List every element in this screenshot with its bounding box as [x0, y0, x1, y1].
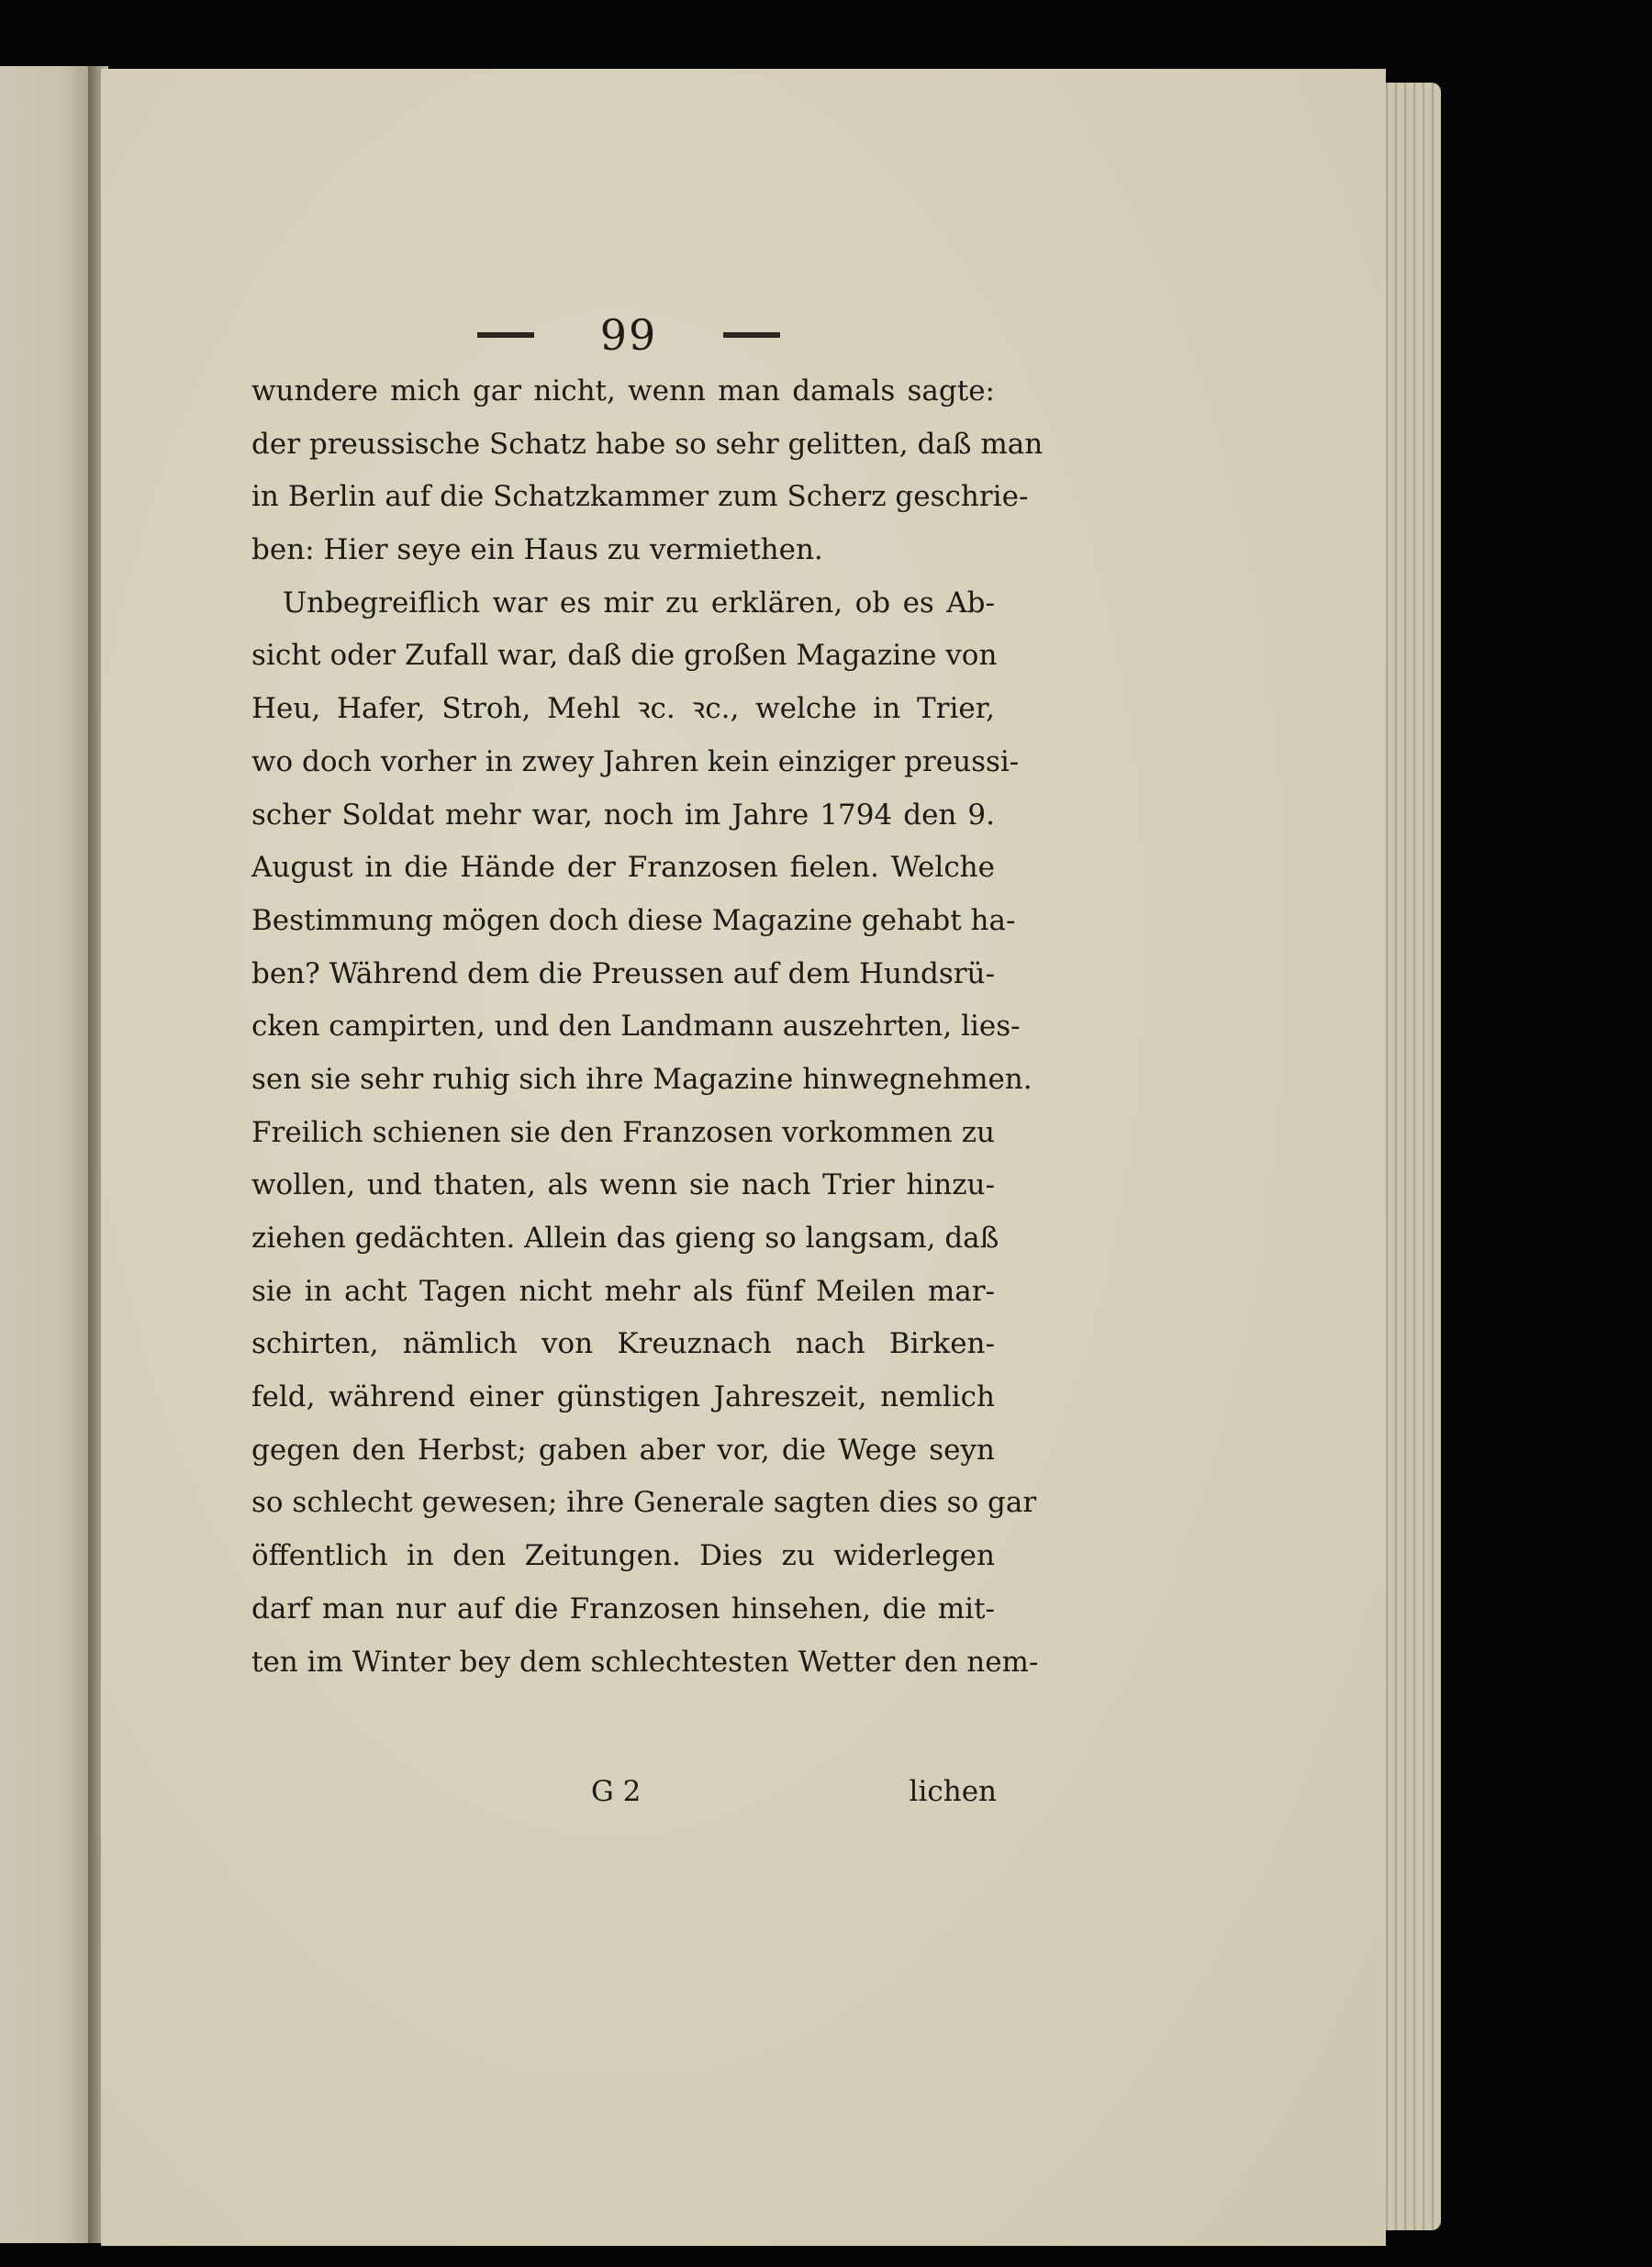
page-header [477, 303, 780, 367]
text-line: in Berlin auf die Schatzkammer zum Scherz geschrie- [251, 480, 1029, 514]
text-line: Unbegreiflich war es mir zu erklären, ob es Ab- [283, 586, 995, 620]
text-line: sen sie sehr ruhig sich ihre Magazine hinwegnehmen. [251, 1062, 1032, 1096]
page-stack-edges [1381, 83, 1441, 2230]
header-dash-right [723, 332, 780, 338]
text-line: Heu, Hafer, Stroh, Mehl ꝛc. ꝛc., welche in Trier, [251, 692, 995, 726]
body-text [251, 365, 1044, 1689]
text-line: schirten, nämlich von Kreuznach nach Birken- [251, 1327, 995, 1361]
header-dash-left [477, 332, 534, 338]
text-line: ziehen gedächten. Allein das gieng so langsam, daß [251, 1222, 999, 1255]
text-line: der preussische Schatz habe so sehr gelitten, daß man [251, 427, 1044, 461]
text-line: Bestimmung mögen doch diese Magazine gehabt ha- [251, 903, 1016, 937]
text-line: wundere mich gar nicht, wenn man damals sagte: [251, 374, 995, 408]
catchword: lichen [909, 1775, 997, 1808]
text-line: cken campirten, und den Landmann auszehrten, lies- [251, 1010, 1021, 1044]
text-line: wollen, und thaten, als wenn sie nach Trier hinzu- [251, 1168, 995, 1202]
text-line: öffentlich in den Zeitungen. Dies zu widerlegen [251, 1539, 995, 1573]
facing-page-edge [0, 66, 92, 2243]
text-line: sicht oder Zufall war, daß die großen Magazine von [251, 639, 998, 673]
signature-mark: G 2 [591, 1775, 642, 1808]
text-line: sie in acht Tagen nicht mehr als fünf Meilen mar- [251, 1274, 995, 1308]
text-line: Freilich schienen sie den Franzosen vorkommen zu [251, 1115, 995, 1149]
text-line: ten im Winter bey dem schlechtesten Wetter den nem- [251, 1645, 1039, 1679]
text-line: ben? Während dem die Preussen auf dem Hundsrü- [251, 956, 995, 990]
text-line: feld, während einer günstigen Jahreszeit, nemlich [251, 1380, 995, 1414]
text-line: gegen den Herbst; gaben aber vor, die Wege seyn [251, 1433, 995, 1467]
text-line: scher Soldat mehr war, noch im Jahre 1794 den 9. [251, 798, 995, 832]
text-line: August in die Hände der Franzosen fielen. Welche [251, 851, 995, 885]
text-line: wo doch vorher in zwey Jahren kein einziger preussi- [251, 744, 1020, 778]
page-footer [591, 1764, 997, 1819]
page-number: 99 [599, 310, 658, 360]
text-line: darf man nur auf die Franzosen hinsehen, die mit- [251, 1591, 995, 1625]
text-line: ben: Hier seye ein Haus zu vermiethen. [251, 533, 823, 567]
text-line: so schlecht gewesen; ihre Generale sagten dies so gar [251, 1486, 1037, 1520]
